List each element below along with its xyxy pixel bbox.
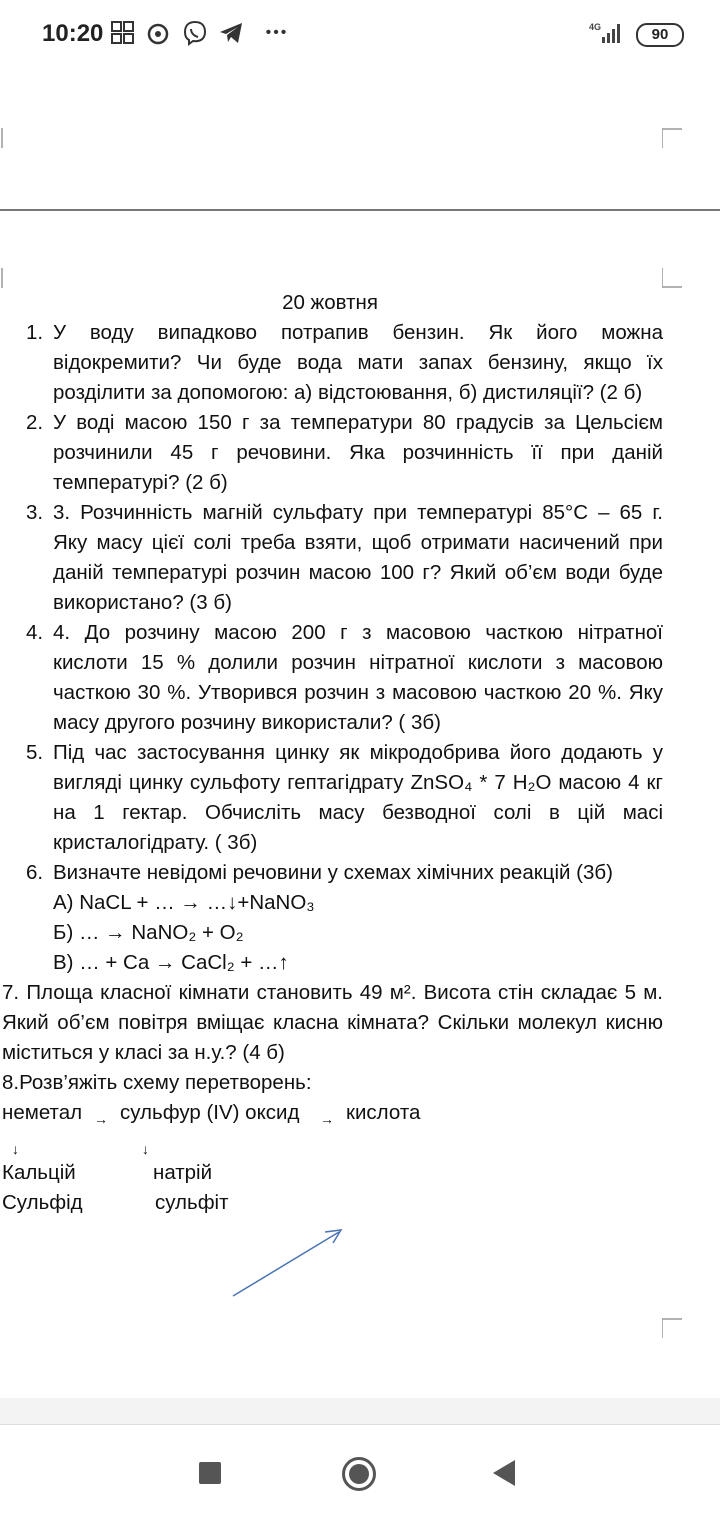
question-item: 3. 3. Розчинність магній сульфату при температурі 85°С – 65 г. Яку масу цієї солі треба взяти, щоб отримати насичений при даній температурі розчин масою 100 г? Який об’єм води буде використано? (3 б)	[26, 501, 663, 614]
apps-icon	[110, 20, 136, 46]
question-item: 5. Під час застосування цинку як мікродобрива його додають у вигляді цинку сульфоту гептагідрату ZnSO₄ * 7 H₂O масою 4 кг на 1 гектар. Обчисліть масу безводної солі в цій масі кристалогідрату. ( 3б)	[26, 741, 663, 854]
page-corner-mark	[662, 128, 682, 148]
scheme-down-arrow: ↓	[142, 1141, 149, 1157]
question-item: 6. Визначте невідомі речовини у схемах хімічних реакцій (3б)	[26, 861, 613, 884]
scheme-row-4	[0, 1188, 720, 1218]
reaction-c: В) … + Ca → CaCl₂ + …↑	[53, 951, 289, 974]
question-item: 2. У воді масою 150 г за температури 80 градусів за Цельсієм розчинили 45 г речовини. Яка розчинність її при даній температурі? (2 б)	[26, 411, 663, 494]
question-item: 4. 4. До розчину масою 200 г з масовою часткою нітратної кислоти 15 % долили розчин нітратної кислоти з масовою часткою 30 %. Утворився розчин з масовою часткою 20 %. Яку масу другого розчину використали? ( 3б)	[26, 621, 663, 734]
telegram-icon	[218, 20, 244, 46]
scheme-calcium: Кальцій	[2, 1161, 76, 1184]
page-corner-mark	[0, 268, 20, 288]
scheme-diagonal-arrow	[225, 1222, 355, 1302]
record-icon	[146, 20, 172, 46]
question-item: 1. У воду випадково потрапив бензин. Як його можна відокремити? Чи буде вода мати запах бензину, якщо їх розділити за допомогою: а) відстоювання, б) дистиляції? (2 б)	[26, 321, 663, 404]
scheme-sulfite: сульфіт	[155, 1191, 229, 1214]
signal-icon	[598, 21, 624, 47]
question-list	[0, 318, 720, 888]
viber-icon	[182, 20, 208, 46]
scheme-arrow: →	[320, 1111, 334, 1127]
page-corner-mark	[662, 268, 682, 288]
scheme-row-3	[0, 1158, 720, 1188]
scheme-sodium: натрій	[153, 1161, 213, 1184]
navigation-bar	[0, 1424, 720, 1521]
page-bottom-gap	[0, 1398, 720, 1424]
page-corner-mark	[662, 1318, 682, 1338]
scheme-nonmetal: неметал	[2, 1101, 83, 1124]
reaction-a: А) NaCL + … → …↓+NaNO₃	[53, 891, 315, 914]
back-button[interactable]	[493, 1460, 517, 1491]
reaction-b: Б) … → NaNO₂ + O₂	[53, 921, 244, 944]
recent-apps-button[interactable]	[199, 1462, 221, 1489]
network-type: 4G	[589, 22, 602, 32]
page-divider	[0, 209, 720, 211]
status-time: 10:20	[42, 20, 104, 47]
page-corner-mark	[0, 128, 20, 148]
more-dots-icon: •••	[265, 24, 289, 41]
scheme-down-arrow: ↓	[12, 1141, 19, 1157]
scheme-row-2	[0, 1128, 720, 1158]
battery-indicator: 90	[636, 23, 684, 47]
document-page	[0, 288, 720, 1218]
scheme-acid: кислота	[346, 1101, 421, 1124]
scheme-sulfide: Сульфід	[2, 1191, 83, 1214]
question-7: 7. Площа класної кімнати становить 49 м². Висота стін складає 5 м. Який об’єм повітря вміщає класна кімната? Скільки молекул кисню міститься у класі за н.у.? (4 б)	[2, 981, 663, 1064]
scheme-arrow: →	[94, 1111, 108, 1127]
question-8-title: 8.Розв’яжіть схему перетворень:	[2, 1071, 312, 1094]
status-bar	[0, 0, 720, 70]
scheme-oxide: сульфур (IV) оксид	[120, 1101, 300, 1124]
scheme-row-1	[0, 1098, 720, 1128]
document-date: 20 жовтня	[282, 291, 378, 314]
home-button[interactable]	[341, 1456, 377, 1497]
